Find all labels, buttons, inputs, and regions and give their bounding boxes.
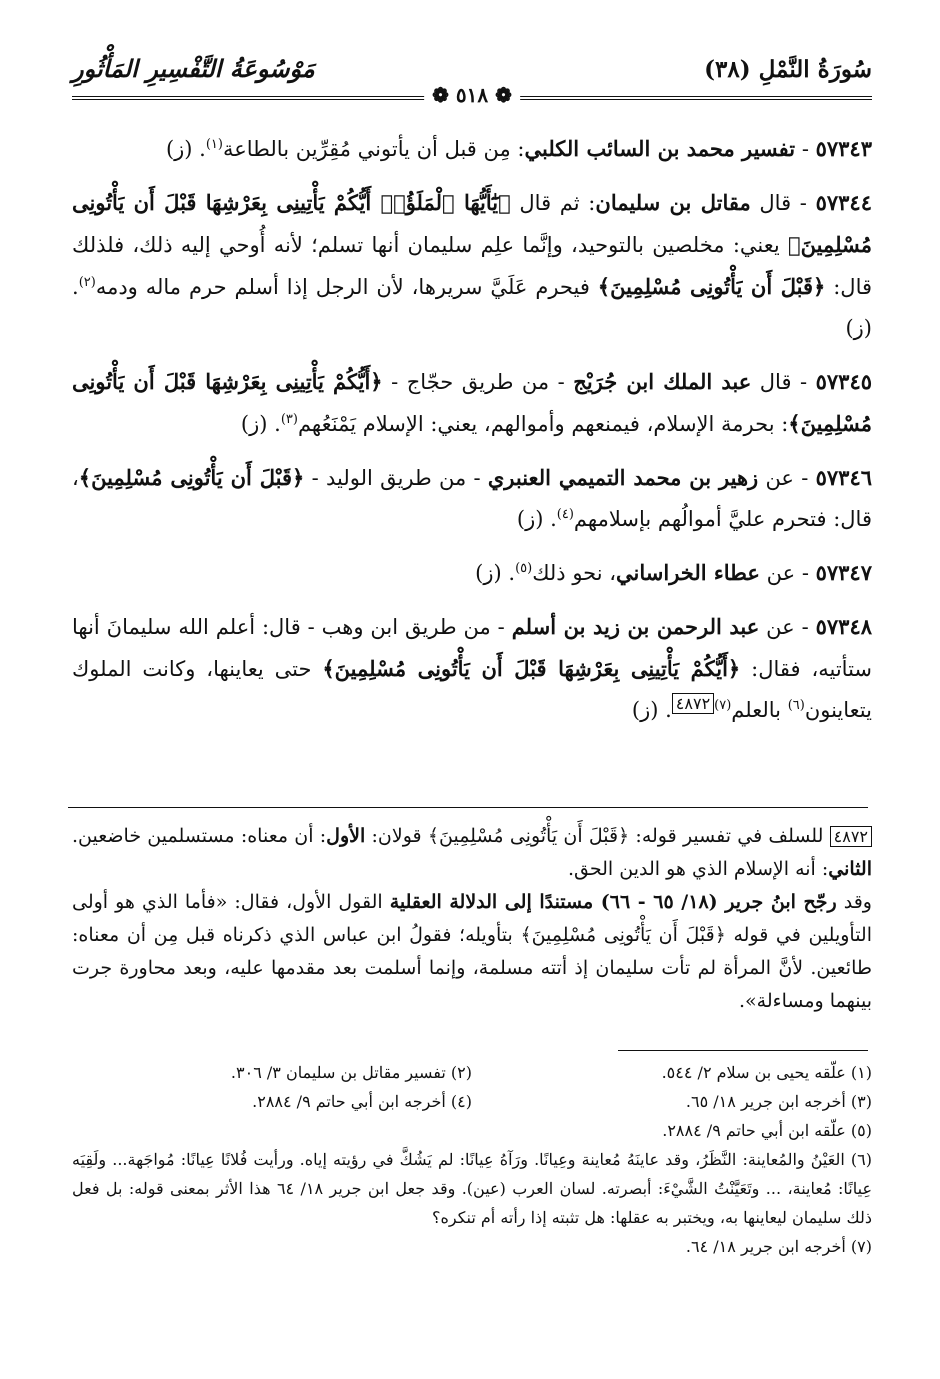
page-number-value: ٥١٨ (455, 83, 489, 107)
footnote-row (72, 1058, 872, 1087)
note-marker: ٤٨٧٢ (830, 826, 872, 847)
footnote-3: (٣) أخرجه ابن جرير ١٨/ ٦٥. (685, 1092, 872, 1111)
footnote-ref[interactable]: (٥) (515, 561, 533, 576)
footnote-6: (٦) العَيْنُ والمُعاينة: النَّظَرُ، وقد عاينَهُ مُعاينة وعِيانًا. ورَآهُ عِيانًا: لم يَشُكَّ في رؤيته إياه. ورأيت فُلانًا عِيانًا: مُواجَهة... ولَقِيَه عِيانًا: مُعاينة، ... وتَعَيَّنْتُ الشَّيْءَ: أبصرته. لسان العرب (عين). وقد جعل ابن جرير ١٨/ ٦٤ هذا الأثر بمعنى قوله: بل فعل ذلك سليمان ليعاينها به، ويختبر به عقلها: هل تثبته إذا رأته أم تنكره؟ (72, 1150, 873, 1227)
footnote-2: (٢) تفسير مقاتل بن سليمان ٣/ ٣٠٦. (230, 1063, 472, 1082)
footnote-ref[interactable]: (٣) (280, 412, 298, 427)
footnote-separator (618, 1050, 868, 1051)
tarjih-statement: رجّح ابنُ جرير (١٨/ ٦٥ - ٦٦) مستندًا إلى الدلالة العقلية (389, 891, 837, 913)
quran-quote: ﴿قَبْلَ أَن يَأْتُونِى مُسْلِمِينَ﴾ (520, 924, 726, 946)
footnote-ref[interactable]: (٦) (787, 698, 805, 713)
entry-57345: ٥٧٣٤٥ - قال عبد الملك ابن جُرَيْج - من طريق حجّاج - ﴿أَيُّكُمْ يَأْتِينِى بِعَرْشِهَا قَبْلَ أَن يَأْتُونِى مُسْلِمِينَ﴾: بحرمة الإسلام، فيمنعهم وأموالهم، يعني: الإسلام يَمْنَعُهم$^{(٣)}$. (ز) (72, 369, 873, 436)
footnote-ref[interactable]: (٤) (556, 507, 574, 522)
quran-quote: ﴿قَبْلَ أَن يَأْتُونِى مُسْلِمِينَ﴾ (427, 825, 630, 847)
note-paragraph: وقد رجّح ابنُ جرير (١٨/ ٦٥ - ٦٦) مستندًا إلى الدلالة العقلية القول الأول، فقال: «فأما الذي هو أولى التأويلين في قوله ﴿قَبْلَ أَن يَأْتُونِى مُسْلِمِينَ﴾ بتأويله؛ فقولُ ابن عباس الذي ذكرناه قبل مِن أن معناه: طائعين. لأنَّ المرأة لم تأت سليمان إذ أتته مسلمة، وإنما أسلمت بعد مقدمها عليه، وبعد محاورة جرت بينهما ومساءلة». (72, 891, 872, 1012)
entry-number: ٥٧٣٤٤ (815, 190, 872, 215)
scholarly-note (72, 820, 872, 1018)
entry-number: ٥٧٣٤٦ (815, 465, 873, 490)
entry-57348: ٥٧٣٤٨ - عن عبد الرحمن بن زيد بن أسلم - من طريق ابن وهب - قال: أعلم الله سليمانَ أنها ستأتيه، فقال: ﴿أَيُّكُمْ يَأْتِينِى بِعَرْشِهَا قَبْلَ أَن يَأْتُونِى مُسْلِمِينَ﴾ حتى يعاينها، وكانت الملوك يتعاينون$^{(٦)}$ بالعلم$^{(٧)٤٨٧٢}$. (ز) (72, 614, 873, 722)
quran-quote: ﴿قَبْلَ أَن يَأْتُونِى مُسْلِمِينَ﴾ (78, 465, 305, 490)
entry-57344: ٥٧٣٤٤ - قال مقاتل بن سليمان: ثم قال ﴿يَٰٓأَيُّهَا ٱلْمَلَؤُا۟ أَيُّكُمْ يَأْتِينِى بِعَرْشِهَا قَبْلَ أَن يَأْتُونِى مُسْلِمِينَ﴾ يعني: مخلصين بالتوحيد، وإنَّما علِم سليمان أنها تسلم؛ لأنه أُوحي إليه ذلك، فلذلك قال: ﴿قَبْلَ أَن يَأْتُونِى مُسْلِمِينَ﴾ فيحرم عَلَيَّ سريرها، لأن الرجل إذا أسلم حرم ماله ودمه$^{(٢)}$. (ز) (72, 190, 873, 340)
footnote-7: (٧) أخرجه ابن جرير ١٨/ ٦٤. (685, 1237, 872, 1256)
main-text (72, 128, 872, 743)
footnote-5: (٥) علّقه ابن أبي حاتم ٩/ ٢٨٨٤. (662, 1121, 872, 1140)
note-paragraph: ٤٨٧٢ للسلف في تفسير قوله: ﴿قَبْلَ أَن يَأْتُونِى مُسْلِمِينَ﴾ قولان: الأول: أن معناه: مستسلمين خاضعين. الثاني: أنه الإسلام الذي هو الدين الحق. (72, 825, 872, 880)
entry-57346: ٥٧٣٤٦ - عن زهير بن محمد التميمي العنبري - من طريق الوليد - ﴿قَبْلَ أَن يَأْتُونِى مُسْلِمِينَ﴾، قال: فتحرم عليَّ أموالُهم بإسلامهم$^{(٤)}$. (ز) (72, 465, 873, 531)
narrator-name: عبد الرحمن بن زيد بن أسلم (511, 614, 760, 639)
entry-number: ٥٧٣٤٣ (815, 136, 872, 161)
footnote-ref[interactable]: (٢) (78, 275, 96, 290)
narrator-name: مقاتل بن سليمان (595, 190, 751, 215)
narrator-name: عطاء الخراساني (616, 560, 760, 585)
running-header (72, 52, 872, 112)
quran-quote: ﴿قَبْلَ أَن يَأْتُونِى مُسْلِمِينَ﴾ (597, 274, 826, 299)
book-title: مَوْسُوعَةُ التَّفْسِيرِ المَأْثُورِ (72, 54, 315, 83)
surah-heading: سُورَةُ النَّمْلِ (٣٨) (704, 56, 872, 83)
footnote-1: (١) علّقه يحيى بن سلام ٢/ ٥٤٤. (661, 1063, 872, 1082)
narrator-name: تفسير محمد بن السائب الكلبي (524, 136, 796, 161)
narrator-name: زهير بن محمد التميمي العنبري (487, 465, 759, 490)
footnotes (72, 1058, 872, 1261)
footnote-ref[interactable]: (١) (205, 137, 223, 152)
footnote-4: (٤) أخرجه ابن أبي حاتم ٩/ ٢٨٨٤. (252, 1092, 472, 1111)
footnote-row (72, 1087, 872, 1116)
entry-number: ٥٧٣٤٥ (815, 369, 873, 394)
second-opinion-label: الثاني (828, 858, 872, 880)
entry-57347: ٥٧٣٤٧ - عن عطاء الخراساني، نحو ذلك$^{(٥)}$. (ز) (475, 560, 872, 585)
footnote-ref[interactable]: (٧) (714, 698, 732, 713)
quran-quote: ﴿أَيُّكُمْ يَأْتِينِى بِعَرْشِهَا قَبْلَ أَن يَأْتُونِى مُسْلِمِينَ﴾ (72, 369, 872, 436)
first-opinion-label: الأول (326, 825, 366, 847)
note-separator (68, 807, 868, 808)
page-number: ❁ ٥١٨ ❁ (424, 83, 520, 107)
quran-quote: ﴿أَيُّكُمْ يَأْتِينِى بِعَرْشِهَا قَبْلَ أَن يَأْتُونِى مُسْلِمِينَ﴾ (322, 656, 741, 681)
quran-quote: ﴿يَٰٓأَيُّهَا ٱلْمَلَؤُا۟ أَيُّكُمْ يَأْتِينِى بِعَرْشِهَا قَبْلَ أَن يَأْتُونِى مُسْلِمِينَ﴾ (72, 190, 872, 257)
entry-number: ٥٧٣٤٧ (815, 560, 872, 585)
narrator-name: عبد الملك ابن جُرَيْج (573, 369, 752, 394)
entry-number: ٥٧٣٤٨ (815, 614, 873, 639)
note-marker[interactable]: ٤٨٧٢ (672, 693, 714, 714)
entry-57343: ٥٧٣٤٣ - تفسير محمد بن السائب الكلبي: مِن قبل أن يأتوني مُقِرِّين بالطاعة$^{(١)}$. (ز) (165, 136, 872, 161)
